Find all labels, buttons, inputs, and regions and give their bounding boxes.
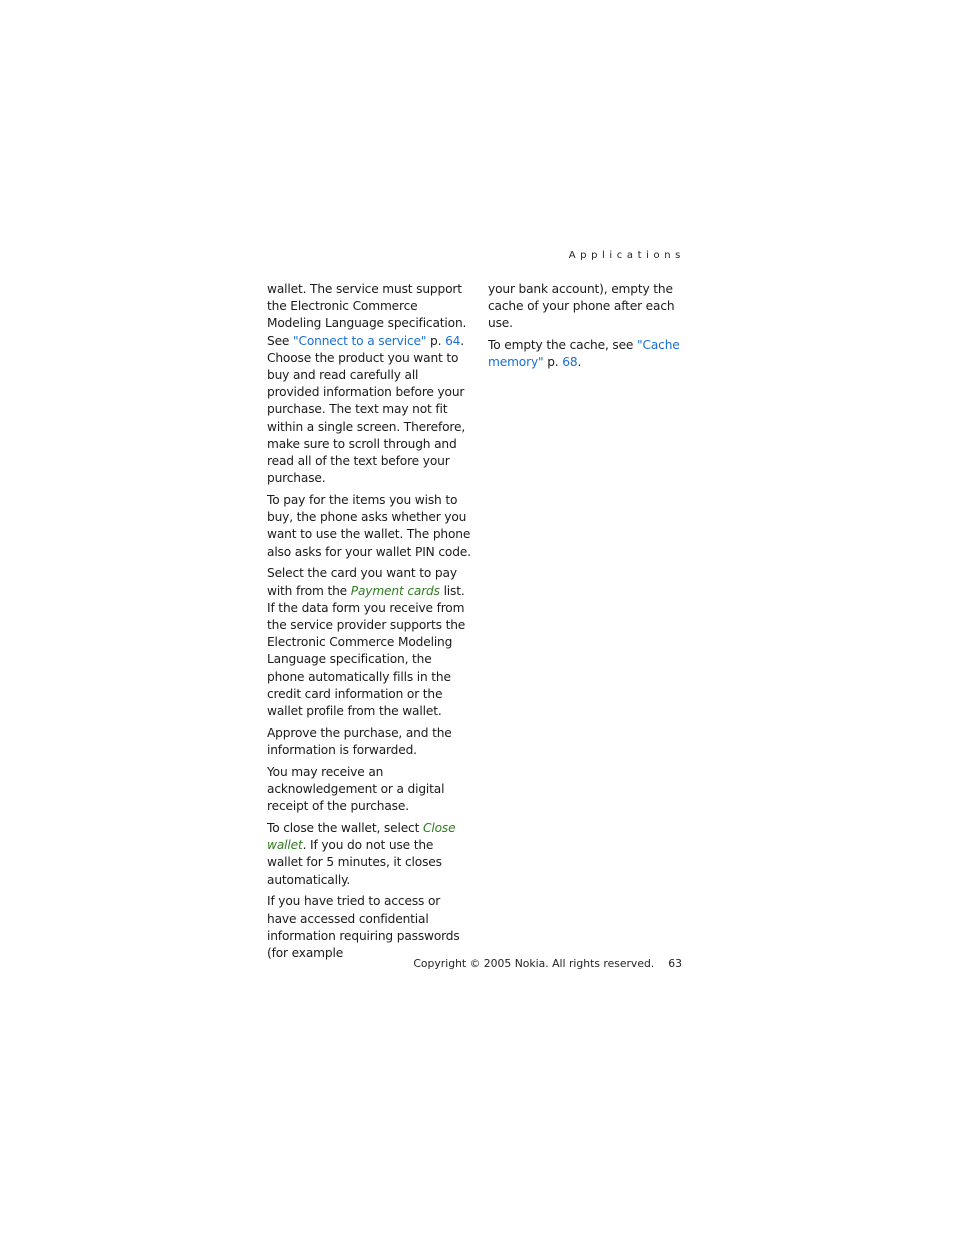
paragraph-close-wallet: To close the wallet, select Close wallet. If you do not use the wallet for 5 minutes, it closes automatically. [267,821,456,887]
running-header: Applications [568,250,685,261]
right-column [488,281,693,376]
left-column [267,281,472,967]
paragraph-empty-cache: To empty the cache, see "Cache memory" p. 68. [488,338,680,370]
page-64-link[interactable]: 64 [445,333,461,348]
page-number: 63 [668,957,682,970]
paragraph-service-support: wallet. The service must support the Electronic Commerce Modeling Language specification. See "Connect to a service" p. 64. Choose the product you want to buy and read carefully all provided information before your purchase. The text may not fit within a single screen. Therefore, make sure to scroll through and read all of the text before your purchase. [267,282,467,486]
payment-cards-term: Payment cards [350,583,440,598]
connect-to-service-link[interactable]: "Connect to a service" [293,333,427,348]
close-wallet-term: Close wallet [267,821,456,853]
page-footer [380,957,682,970]
cache-memory-link[interactable]: "Cache memory" [488,338,680,370]
paragraph-select-card: Select the card you want to pay with from the Payment cards list. If the data form you receive from the service provider supports the Electronic Commerce Modeling Language specification, the phone automatically fills in the credit card information or the wallet profile from the wallet. [267,566,466,719]
paragraph-receipt: You may receive an acknowledgement or a digital receipt of the purchase. [267,764,445,814]
page-68-link[interactable]: 68 [562,355,578,370]
paragraph-approve: Approve the purchase, and the information is forwarded. [267,725,452,758]
paragraph-bank-account: your bank account), empty the cache of your phone after each use. [488,282,675,331]
copyright-notice: Copyright © 2005 Nokia. All rights reserved. [413,957,655,970]
paragraph-confidential: If you have tried to access or have accessed confidential information requiring passwords (for example [267,894,460,961]
paragraph-pay-items: To pay for the items you wish to buy, the phone asks whether you want to use the wallet. The phone also asks for your wallet PIN code. [267,493,471,559]
